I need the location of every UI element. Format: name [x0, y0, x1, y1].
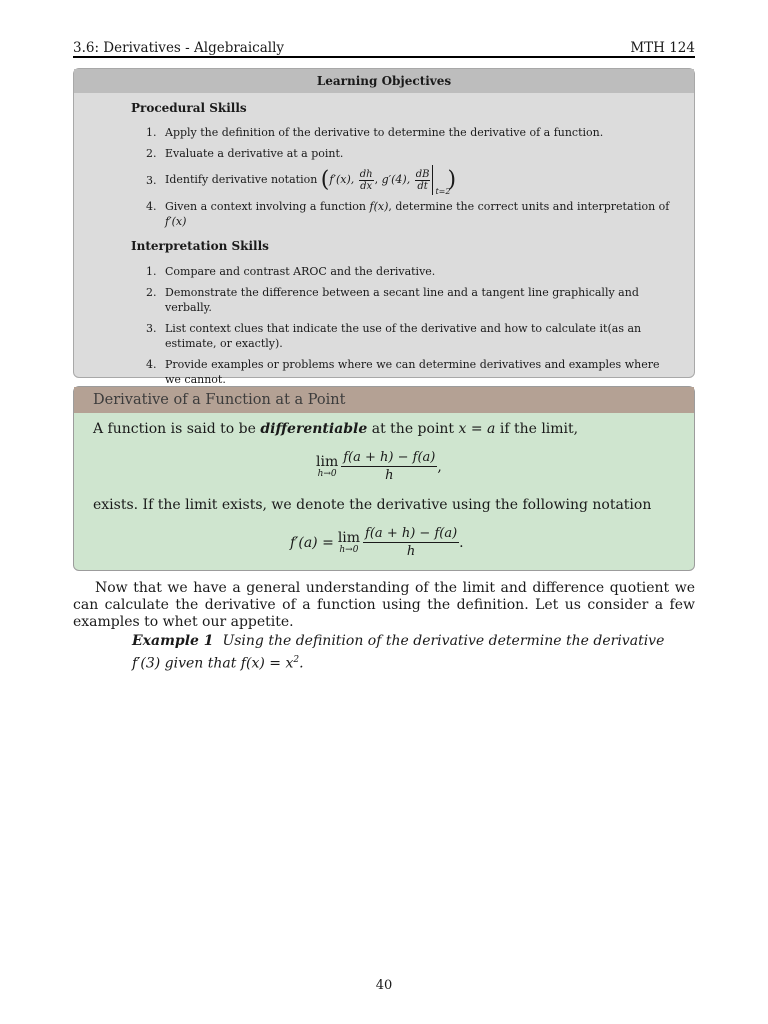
definition-box [73, 386, 695, 571]
list-item: 3. List context clues that indicate the use of the derivative and how to calculate it(as an estimate, or exactly). [146, 322, 642, 350]
definition-line-2: exists. If the limit exists, we denote the derivative using the following notation [93, 497, 652, 513]
list-item: 4. Provide examples or problems where we can determine derivatives and examples where we cannot. [146, 358, 660, 386]
page-number: 40 [375, 978, 393, 993]
list-item: 2. Demonstrate the difference between a secant line and a tangent line graphically and verbally. [146, 286, 639, 314]
list-item: 2. Evaluate a derivative at a point. [146, 147, 344, 160]
procedural-skills-heading: Procedural Skills [131, 101, 247, 115]
definition-line-1: A function is said to be differentiable at the point x = a if the limit, [93, 421, 579, 437]
example-label: Example 1 [132, 633, 214, 649]
interpretation-skills-list [146, 264, 676, 393]
procedural-skills-list [146, 125, 676, 235]
difference-quotient: f(a + h) − f(a) h [343, 450, 436, 483]
learning-objectives-box [73, 68, 695, 386]
body-paragraph: Now that we have a general understanding of the limit and difference quotient we can calculate the derivative of a function using the definition. Let us consider a few examples to whet our appetite. [73, 580, 695, 630]
dh-dx-fraction: $\frac{dh}{dx}$ [359, 168, 373, 192]
list-item: 1. Apply the definition of the derivative to determine the derivative of a function. [146, 126, 604, 139]
limit-formula: lim h→0 f(a + h) − f(a) h , [316, 450, 442, 483]
list-item: 1. Compare and contrast AROC and the derivative. [146, 265, 436, 278]
section-title: 3.6: Derivatives - Algebraically [73, 40, 285, 56]
course-code: MTH 124 [630, 40, 695, 56]
example-1: Example 1 Using the definition of the derivative determine the derivative f′(3) given that $f(x) = x^2$. [132, 633, 665, 672]
list-item: 3. Identify derivative notation (f′(x), $\frac{dh}{dx}$ , g′(4), $\frac{dB}{dt}$ t=2 ) [146, 165, 676, 195]
list-item: 4. Given a context involving a function f(x), determine the correct units and interpretation of f′(x) [146, 200, 670, 228]
db-dt-fraction: $\frac{dB}{dt}$ [415, 168, 430, 192]
header-rule [73, 56, 695, 58]
differentiable-term: differentiable [260, 421, 368, 437]
difference-quotient: f(a + h) − f(a) h [365, 526, 458, 559]
page-header [73, 36, 695, 56]
interpretation-skills-heading: Interpretation Skills [131, 239, 269, 253]
derivative-formula: f′(a) = lim h→0 f(a + h) − f(a) h . [290, 526, 464, 559]
definition-title: Derivative of a Function at a Point [74, 387, 694, 413]
learning-objectives-title: Learning Objectives [74, 69, 694, 93]
evaluation-bar: t=2 [432, 165, 433, 195]
